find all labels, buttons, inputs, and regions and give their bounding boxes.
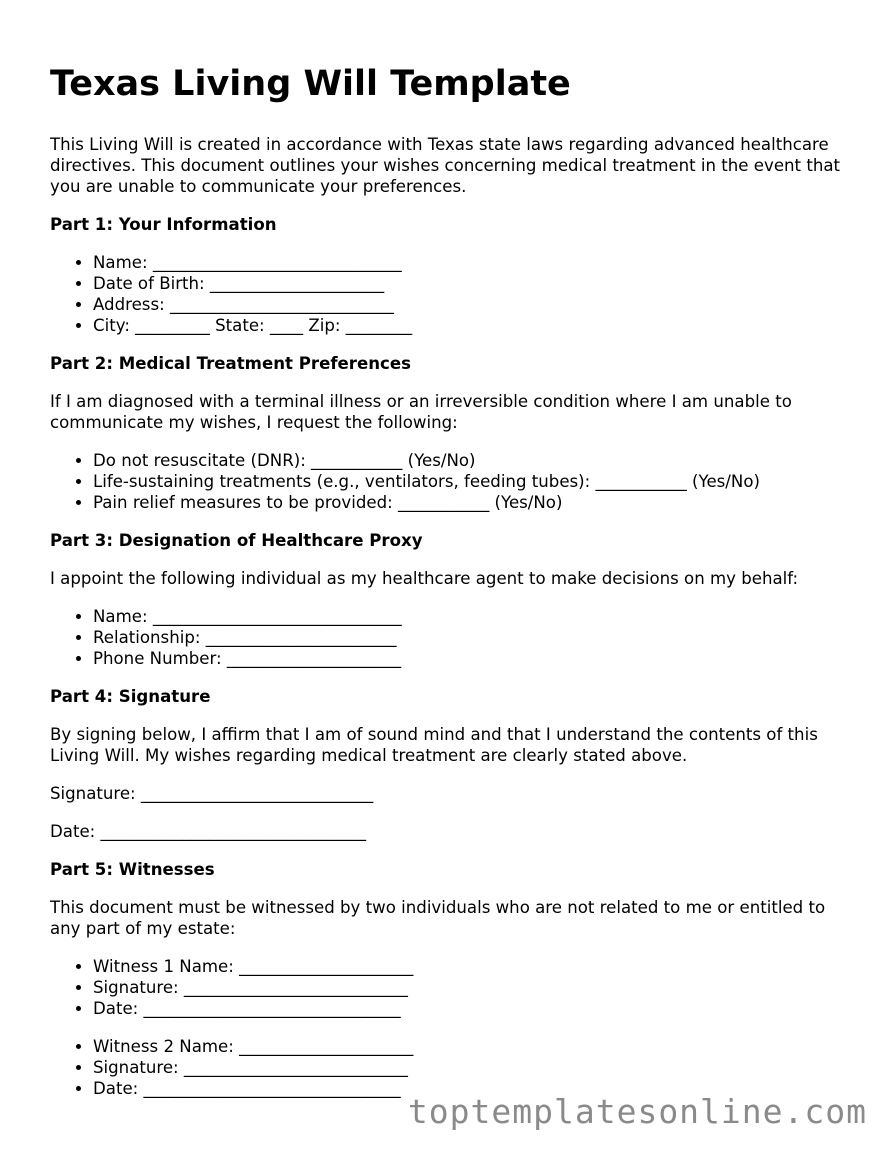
part2-paragraph: If I am diagnosed with a terminal illness or an irreversible condition where I am unable to communicate my wishes, I request the following:: [50, 392, 792, 432]
list-item: • Date: _______________________________: [93, 1078, 850, 1099]
list-item: • Address: ___________________________: [93, 294, 850, 315]
list-item: • Phone Number: _____________________: [93, 648, 850, 669]
list-item: • Life-sustaining treatments (e.g., ventilators, feeding tubes): ___________ (Yes/No): [93, 471, 850, 492]
list-item: • City: _________ State: ____ Zip: ________: [93, 315, 850, 336]
witness2-list: [50, 1036, 850, 1099]
list-item: • Witness 1 Name: _____________________: [93, 956, 850, 977]
list-item: • Relationship: _______________________: [93, 627, 850, 648]
part3-list: [50, 606, 850, 669]
date-line: Date: ________________________________: [50, 822, 367, 841]
list-item: • Pain relief measures to be provided: ___________ (Yes/No): [93, 492, 850, 513]
document-title: Texas Living Will Template: [50, 64, 571, 104]
list-item: • Do not resuscitate (DNR): ___________ (Yes/No): [93, 450, 850, 471]
part5-heading: Part 5: Witnesses: [50, 860, 215, 879]
document-page: [50, 60, 850, 1116]
witness1-list: [50, 956, 850, 1019]
part2-heading: Part 2: Medical Treatment Preferences: [50, 354, 412, 373]
list-item: • Signature: ___________________________: [93, 1057, 850, 1078]
list-item: • Date of Birth: _____________________: [93, 273, 850, 294]
list-item: • Signature: ___________________________: [93, 977, 850, 998]
part1-heading: Part 1: Your Information: [50, 215, 277, 234]
list-item: • Witness 2 Name: _____________________: [93, 1036, 850, 1057]
signature-line: Signature: ____________________________: [50, 784, 374, 803]
part3-heading: Part 3: Designation of Healthcare Proxy: [50, 531, 423, 550]
list-item: • Name: ______________________________: [93, 252, 850, 273]
list-item: • Date: _______________________________: [93, 998, 850, 1019]
part4-heading: Part 4: Signature: [50, 687, 211, 706]
list-item: • Name: ______________________________: [93, 606, 850, 627]
part5-paragraph: This document must be witnessed by two individuals who are not related to me or entitled to any part of my estate:: [50, 898, 826, 938]
intro-paragraph: This Living Will is created in accordance with Texas state laws regarding advanced healthcare directives. This document outlines your wishes concerning medical treatment in the event that you are unable to communicate your preferences.: [50, 135, 841, 196]
part3-paragraph: I appoint the following individual as my healthcare agent to make decisions on my behalf:: [50, 569, 799, 588]
watermark: toptemplatesonline.com: [407, 1092, 867, 1131]
part4-paragraph: By signing below, I affirm that I am of sound mind and that I understand the contents of this Living Will. My wishes regarding medical treatment are clearly stated above.: [50, 725, 818, 765]
part1-list: [50, 252, 850, 336]
part2-list: [50, 450, 850, 513]
